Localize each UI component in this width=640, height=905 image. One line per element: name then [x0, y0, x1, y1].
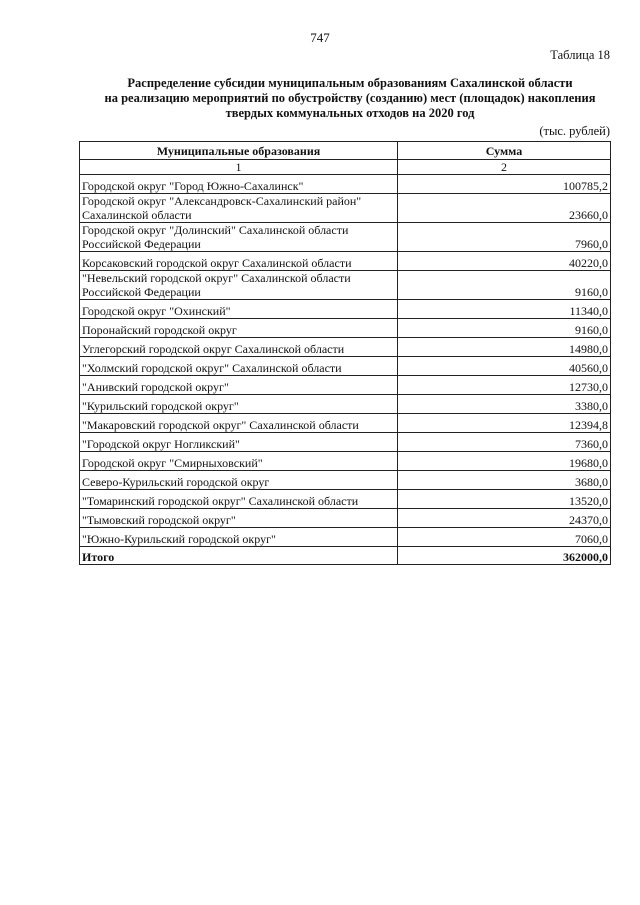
table-row: [80, 223, 611, 252]
subsidy-sum: 24370,0: [398, 509, 611, 528]
table-row: [80, 175, 611, 194]
table-row: [80, 194, 611, 223]
municipality-name-line: Северо-Курильский городской округ: [82, 475, 270, 489]
municipality-name-line: Городской округ "Александровск-Сахалинский район": [82, 194, 362, 208]
title-line: твердых коммунальных отходов на 2020 год: [225, 106, 475, 120]
municipality-name-line: "Холмский городской округ" Сахалинской области: [82, 361, 342, 375]
subsidy-sum: 23660,0: [398, 194, 611, 223]
municipality-name-line: Городской округ "Долинский" Сахалинской области: [82, 223, 349, 237]
table-label: Таблица 18: [550, 48, 610, 62]
table-row: [80, 414, 611, 433]
municipality-name: [80, 414, 398, 433]
table-row: [80, 357, 611, 376]
municipality-name: [80, 271, 398, 300]
table-row: [80, 271, 611, 300]
subsidy-sum: 100785,2: [398, 175, 611, 194]
subsidy-sum: 13520,0: [398, 490, 611, 509]
table-row: [80, 319, 611, 338]
table-row: [80, 395, 611, 414]
subsidy-sum: 12730,0: [398, 376, 611, 395]
municipality-name: [80, 509, 398, 528]
subsidy-sum: 14980,0: [398, 338, 611, 357]
municipality-name-line: Российской Федерации: [82, 285, 201, 299]
units-label: (тыс. рублей): [539, 124, 610, 138]
municipality-name: [80, 223, 398, 252]
column-number: 1: [80, 160, 398, 175]
municipality-name: [80, 395, 398, 414]
municipality-name-line: "Томаринский городской округ" Сахалинской области: [82, 494, 359, 508]
municipality-name-line: "Макаровский городской округ" Сахалинской области: [82, 418, 359, 432]
header-municipality: Муниципальные образования: [80, 142, 398, 160]
subsidy-sum: 3680,0: [398, 471, 611, 490]
table-row: [80, 376, 611, 395]
subsidy-sum: 40220,0: [398, 252, 611, 271]
municipality-name: [80, 300, 398, 319]
table-body: [80, 175, 611, 547]
column-number: 2: [398, 160, 611, 175]
municipality-name: [80, 490, 398, 509]
municipality-name: [80, 376, 398, 395]
municipality-name: [80, 452, 398, 471]
table-row: [80, 433, 611, 452]
subsidy-sum: 7060,0: [398, 528, 611, 547]
municipality-name: [80, 433, 398, 452]
document-title: [70, 76, 630, 121]
column-number-row: [80, 160, 611, 175]
table-row: [80, 300, 611, 319]
table-row: [80, 509, 611, 528]
municipality-name: [80, 471, 398, 490]
table-row: [80, 252, 611, 271]
subsidy-table: [79, 141, 611, 565]
subsidy-sum: 11340,0: [398, 300, 611, 319]
municipality-name-line: Городской округ "Охинский": [82, 304, 231, 318]
municipality-name: [80, 338, 398, 357]
subsidy-sum: 3380,0: [398, 395, 611, 414]
header-sum: Сумма: [398, 142, 611, 160]
table-row: [80, 452, 611, 471]
subsidy-sum: 7360,0: [398, 433, 611, 452]
municipality-name-line: "Анивский городской округ": [82, 380, 229, 394]
municipality-name-line: Поронайский городской округ: [82, 323, 237, 337]
subsidy-sum: 9160,0: [398, 271, 611, 300]
table-row: [80, 490, 611, 509]
municipality-name-line: Сахалинской области: [82, 208, 192, 222]
municipality-name-line: "Тымовский городской округ": [82, 513, 236, 527]
municipality-name-line: Корсаковский городской округ Сахалинской области: [82, 256, 352, 270]
total-row: [80, 547, 611, 565]
table-row: [80, 471, 611, 490]
municipality-name-line: Российской Федерации: [82, 237, 201, 251]
page-number: 747: [310, 30, 330, 45]
title-line: на реализацию мероприятий по обустройству (созданию) мест (площадок) накопления: [104, 91, 596, 105]
subsidy-sum: 9160,0: [398, 319, 611, 338]
subsidy-sum: 12394,8: [398, 414, 611, 433]
municipality-name: [80, 175, 398, 194]
municipality-name-line: Углегорский городской округ Сахалинской области: [82, 342, 345, 356]
municipality-name: [80, 252, 398, 271]
subsidy-sum: 7960,0: [398, 223, 611, 252]
municipality-name-line: Городской округ "Смирныховский": [82, 456, 263, 470]
municipality-name-line: "Южно-Курильский городской округ": [82, 532, 276, 546]
municipality-name-line: "Курильский городской округ": [82, 399, 239, 413]
municipality-name: [80, 528, 398, 547]
total-label: Итого: [80, 547, 398, 565]
municipality-name-line: "Городской округ Ногликский": [82, 437, 240, 451]
table-row: [80, 338, 611, 357]
municipality-name: [80, 194, 398, 223]
header-row: [80, 142, 611, 160]
total-sum: 362000,0: [398, 547, 611, 565]
municipality-name-line: "Невельский городской округ" Сахалинской области: [82, 271, 351, 285]
title-line: Распределение субсидии муниципальным образованиям Сахалинской области: [127, 76, 573, 90]
municipality-name: [80, 319, 398, 338]
subsidy-sum: 40560,0: [398, 357, 611, 376]
subsidy-sum: 19680,0: [398, 452, 611, 471]
municipality-name-line: Городской округ "Город Южно-Сахалинск": [82, 179, 304, 193]
table-row: [80, 528, 611, 547]
municipality-name: [80, 357, 398, 376]
